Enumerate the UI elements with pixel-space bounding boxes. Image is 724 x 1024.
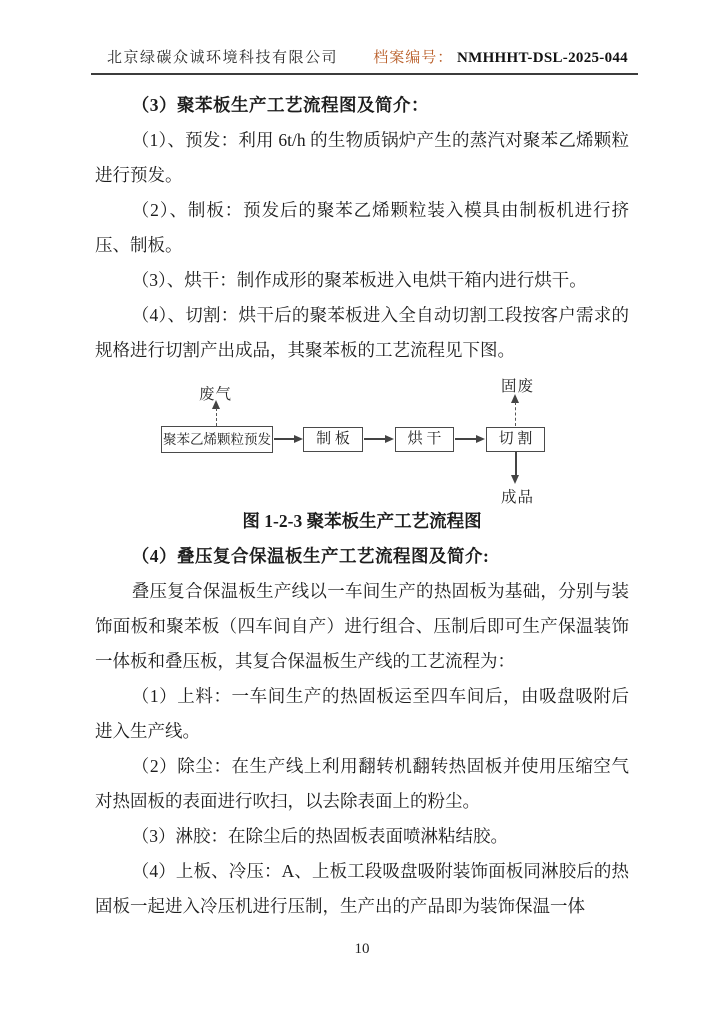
document-body bbox=[95, 88, 629, 924]
paragraph-dry: （3）、烘干：制作成形的聚苯板进入电烘干箱内进行烘干。 bbox=[131, 270, 587, 290]
paragraph-coldpress: （4）上板、冷压：A、上板工段吸盘吸附装饰面板同淋胶后的热固板一起进入冷压机进行压制，生产出的产品即为装饰保温一体 bbox=[95, 861, 629, 916]
figure-caption: 图 1-2-3 聚苯板生产工艺流程图 bbox=[242, 511, 482, 531]
flow-box-board: 制 板 bbox=[303, 427, 363, 452]
waste-gas-dashed-line bbox=[216, 408, 217, 426]
paragraph-dedust: （2）除尘：在生产线上利用翻转机翻转热固板并使用压缩空气对热固板的表面进行吹扫，以去除表面上的粉尘。 bbox=[95, 756, 629, 811]
waste-gas-label: 废气 bbox=[199, 386, 233, 403]
archive-number-field bbox=[373, 46, 628, 67]
solid-waste-dashed-line bbox=[515, 402, 516, 426]
flow-box-prefoam: 聚苯乙烯颗粒预发 bbox=[161, 426, 273, 453]
archive-number: NMHHHT-DSL-2025-044 bbox=[457, 50, 628, 66]
paragraph-glue: （3）淋胶：在除尘后的热固板表面喷淋粘结胶。 bbox=[131, 826, 508, 846]
archive-label: 档案编号： bbox=[373, 50, 454, 66]
section-heading-3: （3）聚苯板生产工艺流程图及简介： bbox=[131, 95, 429, 115]
flow-arrow-2-icon bbox=[385, 435, 394, 443]
product-label: 成品 bbox=[501, 489, 535, 506]
paragraph-loading: （1）上料：一车间生产的热固板运至四车间后，由吸盘吸附后进入生产线。 bbox=[95, 686, 629, 741]
flow-arrow-1-shaft bbox=[274, 438, 295, 440]
flow-arrow-3-icon bbox=[476, 435, 485, 443]
solid-waste-label: 固废 bbox=[501, 378, 535, 395]
product-arrow-shaft bbox=[515, 452, 517, 476]
paragraph-laminate-intro: 叠压复合保温板生产线以一车间生产的热固板为基础，分别与装饰面板和聚苯板（四车间自产）进行组合、压制后即可生产保温装饰一体板和叠压板，其复合保温板生产线的工艺流程为： bbox=[95, 581, 629, 671]
page-footer bbox=[0, 941, 724, 958]
flow-arrow-1-icon bbox=[294, 435, 303, 443]
process-flow-diagram bbox=[95, 372, 629, 504]
paragraph-prefoam: （1）、预发：利用 6t/h 的生物质锅炉产生的蒸汽对聚苯乙烯颗粒进行预发。 bbox=[95, 130, 629, 185]
flow-arrow-2-shaft bbox=[364, 438, 385, 440]
paragraph-board: （2）、制板：预发后的聚苯乙烯颗粒装入模具由制板机进行挤压、制板。 bbox=[95, 200, 629, 255]
flow-box-dry: 烘 干 bbox=[395, 427, 454, 452]
paragraph-cut: （4）、切割：烘干后的聚苯板进入全自动切割工段按客户需求的规格进行切割产出成品，其聚苯板的工艺流程见下图。 bbox=[95, 305, 629, 360]
section-heading-4: （4）叠压复合保温板生产工艺流程图及简介: bbox=[131, 546, 490, 566]
flow-box-cut: 切 割 bbox=[486, 427, 545, 452]
page-header bbox=[91, 46, 638, 75]
page-number: 10 bbox=[354, 941, 370, 957]
product-arrow-icon bbox=[511, 475, 519, 484]
company-name: 北京绿碳众诚环境科技有限公司 bbox=[107, 50, 339, 66]
flow-arrow-3-shaft bbox=[455, 438, 476, 440]
